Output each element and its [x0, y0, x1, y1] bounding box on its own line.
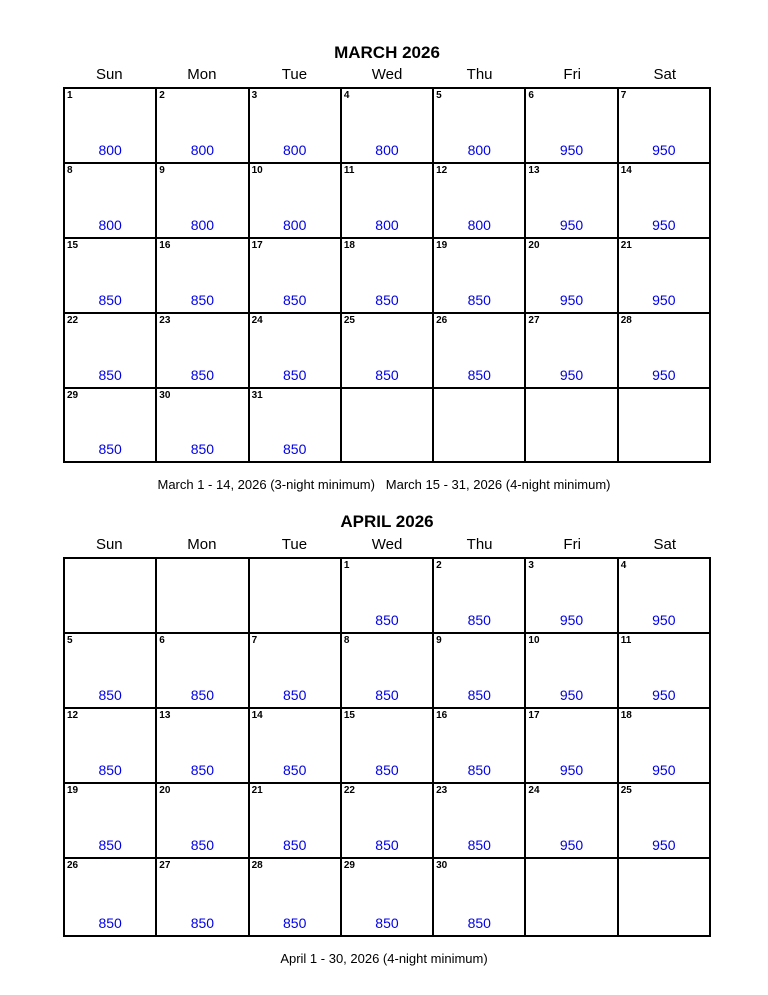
calendar-day-cell — [64, 633, 156, 708]
calendar-day-cell — [433, 558, 525, 633]
empty-day-cell — [156, 558, 248, 633]
day-number: 23 — [159, 315, 171, 326]
nightly-rate: 950 — [652, 142, 676, 158]
calendar-week — [64, 783, 710, 858]
nightly-rate: 850 — [98, 687, 122, 703]
calendar-day-cell — [64, 858, 156, 936]
nightly-rate: 850 — [283, 687, 307, 703]
calendar-day-cell — [64, 238, 156, 313]
day-number: 3 — [528, 560, 534, 571]
calendar-day-cell — [156, 858, 248, 936]
day-number: 8 — [67, 165, 73, 176]
nightly-rate: 800 — [467, 217, 491, 233]
day-number: 15 — [343, 710, 355, 721]
nightly-rate: 850 — [190, 762, 215, 778]
calendar-day-cell — [525, 238, 617, 313]
nightly-rate: 850 — [375, 292, 399, 308]
calendar-day-cell — [341, 313, 433, 388]
nightly-rate: 850 — [190, 441, 215, 457]
calendar-day-cell — [64, 163, 156, 238]
day-number: 12 — [67, 710, 79, 721]
day-number: 21 — [251, 785, 263, 796]
calendar-day-cell — [433, 238, 525, 313]
day-number: 13 — [528, 165, 540, 176]
calendar-day-cell — [433, 88, 525, 163]
calendar-grid — [63, 557, 711, 937]
calendar-day-cell — [525, 633, 617, 708]
nightly-rate: 850 — [375, 367, 399, 383]
day-of-week-label: Mon — [187, 66, 217, 83]
day-number: 7 — [251, 635, 258, 646]
day-number: 10 — [528, 635, 540, 646]
nightly-rate: 850 — [467, 837, 491, 853]
nightly-rate: 950 — [652, 217, 676, 233]
empty-day-cell — [618, 388, 710, 462]
day-number: 12 — [436, 165, 448, 176]
day-number: 22 — [343, 785, 355, 796]
nightly-rate: 850 — [467, 762, 491, 778]
day-number: 16 — [159, 240, 171, 251]
nightly-rate: 850 — [283, 367, 307, 383]
day-number: 9 — [159, 165, 165, 176]
nightly-rate: 850 — [190, 915, 215, 931]
calendar-day-cell — [618, 708, 710, 783]
calendar-day-cell — [156, 163, 248, 238]
calendar-day-cell — [156, 313, 248, 388]
calendar-day-cell — [341, 858, 433, 936]
nightly-rate: 850 — [375, 915, 399, 931]
day-of-week-label: Wed — [371, 66, 403, 83]
day-number: 1 — [343, 560, 350, 571]
nightly-rate: 800 — [375, 142, 399, 158]
nightly-rate: 950 — [652, 687, 676, 703]
nightly-rate: 850 — [190, 837, 215, 853]
calendar-day-cell — [249, 858, 341, 936]
calendar-day-cell — [525, 88, 617, 163]
nightly-rate: 850 — [375, 837, 399, 853]
nightly-rate: 850 — [98, 837, 122, 853]
calendar-week — [64, 558, 710, 633]
day-number: 7 — [620, 90, 627, 101]
day-number: 25 — [343, 315, 355, 326]
nightly-rate: 850 — [467, 612, 491, 628]
nightly-rate: 850 — [283, 837, 307, 853]
calendar-week — [64, 708, 710, 783]
nightly-rate: 950 — [559, 612, 584, 628]
day-number: 11 — [343, 165, 355, 176]
day-of-week-label: Thu — [466, 536, 493, 553]
day-number: 27 — [159, 860, 171, 871]
calendar-day-cell — [249, 163, 341, 238]
calendar-day-cell — [249, 313, 341, 388]
day-of-week-label: Mon — [187, 536, 217, 553]
calendar-day-cell — [525, 783, 617, 858]
day-of-week-label: Sun — [95, 66, 123, 83]
day-number: 29 — [343, 860, 355, 871]
day-number: 23 — [436, 785, 448, 796]
calendar-week — [64, 858, 710, 936]
nightly-rate: 950 — [559, 367, 584, 383]
calendar-day-cell — [341, 558, 433, 633]
day-number: 30 — [159, 390, 171, 401]
day-number: 3 — [251, 90, 258, 101]
day-number: 16 — [436, 710, 448, 721]
calendar-day-cell — [156, 708, 248, 783]
calendar-day-cell — [618, 313, 710, 388]
nightly-rate: 850 — [283, 441, 307, 457]
calendar-day-cell — [249, 88, 341, 163]
calendar-day-cell — [341, 708, 433, 783]
calendar-week — [64, 163, 710, 238]
nightly-rate: 950 — [559, 142, 584, 158]
calendar-grid — [63, 87, 711, 463]
day-of-week-label: Sat — [653, 66, 677, 83]
nightly-rate: 800 — [375, 217, 399, 233]
calendar-week — [64, 88, 710, 163]
nightly-rate: 850 — [98, 762, 122, 778]
calendar-week — [64, 313, 710, 388]
nightly-rate: 850 — [98, 915, 122, 931]
nightly-rate: 800 — [98, 142, 122, 158]
calendar-day-cell — [64, 783, 156, 858]
nightly-rate: 850 — [467, 292, 491, 308]
day-number: 26 — [436, 315, 448, 326]
day-number: 6 — [528, 90, 534, 101]
day-number: 17 — [251, 240, 263, 251]
day-of-week-header — [63, 66, 711, 83]
nightly-rate: 800 — [190, 142, 215, 158]
day-number: 10 — [251, 165, 263, 176]
minimum-stay-note: April 1 - 30, 2026 (4-night minimum) — [280, 951, 488, 966]
day-number: 4 — [620, 560, 627, 571]
nightly-rate: 800 — [467, 142, 491, 158]
calendar-day-cell — [156, 88, 248, 163]
nightly-rate: 800 — [283, 142, 307, 158]
day-number: 8 — [343, 635, 350, 646]
day-number: 20 — [159, 785, 171, 796]
nightly-rate: 950 — [652, 837, 676, 853]
calendar-week — [64, 238, 710, 313]
calendar-day-cell — [341, 633, 433, 708]
day-number: 14 — [251, 710, 263, 721]
day-number: 30 — [436, 860, 448, 871]
day-number: 9 — [436, 635, 442, 646]
nightly-rate: 950 — [652, 612, 676, 628]
nightly-rate: 850 — [190, 292, 215, 308]
calendar-day-cell — [618, 558, 710, 633]
day-number: 15 — [67, 240, 79, 251]
day-of-week-label: Fri — [563, 536, 581, 553]
calendar-day-cell — [249, 783, 341, 858]
calendar-day-cell — [525, 558, 617, 633]
nightly-rate: 800 — [190, 217, 215, 233]
day-of-week-label: Sat — [653, 536, 677, 553]
nightly-rate: 850 — [283, 292, 307, 308]
nightly-rate: 850 — [190, 367, 215, 383]
day-number: 31 — [251, 390, 263, 401]
calendar-day-cell — [618, 163, 710, 238]
day-number: 21 — [620, 240, 632, 251]
day-number: 28 — [620, 315, 632, 326]
calendar-day-cell — [433, 313, 525, 388]
day-of-week-label: Thu — [466, 66, 493, 83]
nightly-rate: 950 — [559, 687, 584, 703]
day-number: 2 — [159, 90, 165, 101]
calendar-day-cell — [249, 388, 341, 462]
calendar-day-cell — [156, 388, 248, 462]
day-number: 1 — [67, 90, 73, 101]
day-number: 29 — [67, 390, 79, 401]
day-of-week-header — [63, 536, 711, 553]
nightly-rate: 950 — [559, 217, 584, 233]
nightly-rate: 850 — [375, 762, 399, 778]
calendar-day-cell — [341, 783, 433, 858]
day-number: 24 — [251, 315, 263, 326]
calendar-day-cell — [341, 88, 433, 163]
day-number: 14 — [620, 165, 632, 176]
calendar-week — [64, 388, 710, 462]
nightly-rate: 950 — [652, 762, 676, 778]
calendar-day-cell — [618, 88, 710, 163]
day-of-week-label: Wed — [371, 536, 403, 553]
calendar-day-cell — [156, 783, 248, 858]
day-number: 27 — [528, 315, 540, 326]
calendar-day-cell — [156, 633, 248, 708]
calendar-day-cell — [433, 858, 525, 936]
nightly-rate: 850 — [375, 612, 399, 628]
day-number: 19 — [67, 785, 79, 796]
day-number: 2 — [436, 560, 442, 571]
day-number: 25 — [620, 785, 632, 796]
nightly-rate: 950 — [559, 292, 584, 308]
calendar-day-cell — [64, 708, 156, 783]
calendar-day-cell — [64, 88, 156, 163]
nightly-rate: 950 — [559, 837, 584, 853]
day-number: 24 — [528, 785, 540, 796]
calendar-day-cell — [341, 238, 433, 313]
nightly-rate: 850 — [283, 915, 307, 931]
nightly-rate: 950 — [652, 292, 676, 308]
nightly-rate: 950 — [652, 367, 676, 383]
day-number: 5 — [67, 635, 73, 646]
calendar-day-cell — [433, 163, 525, 238]
calendar-day-cell — [156, 238, 248, 313]
day-number: 20 — [528, 240, 540, 251]
nightly-rate: 850 — [467, 367, 491, 383]
calendar-day-cell — [64, 313, 156, 388]
calendar-day-cell — [64, 388, 156, 462]
empty-day-cell — [341, 388, 433, 462]
nightly-rate: 850 — [98, 367, 122, 383]
day-number: 11 — [620, 635, 632, 646]
day-number: 19 — [436, 240, 448, 251]
nightly-rate: 850 — [467, 687, 491, 703]
calendar-day-cell — [249, 238, 341, 313]
nightly-rate: 850 — [375, 687, 399, 703]
day-of-week-label: Tue — [281, 66, 308, 83]
nightly-rate: 850 — [190, 687, 215, 703]
calendar-day-cell — [525, 708, 617, 783]
calendar-week — [64, 633, 710, 708]
month-title: APRIL 2026 — [340, 512, 434, 531]
day-number: 22 — [67, 315, 79, 326]
calendar-day-cell — [618, 633, 710, 708]
day-number: 26 — [67, 860, 79, 871]
day-number: 28 — [251, 860, 263, 871]
month-title: MARCH 2026 — [334, 43, 440, 62]
day-of-week-label: Fri — [563, 66, 581, 83]
day-of-week-label: Tue — [281, 536, 308, 553]
day-number: 4 — [343, 90, 350, 101]
calendar-day-cell — [341, 163, 433, 238]
empty-day-cell — [64, 558, 156, 633]
day-number: 13 — [159, 710, 171, 721]
nightly-rate: 850 — [283, 762, 307, 778]
calendar-day-cell — [618, 238, 710, 313]
day-number: 18 — [620, 710, 632, 721]
nightly-rate: 850 — [98, 441, 122, 457]
minimum-stay-note: March 1 - 14, 2026 (3-night minimum) March 15 - 31, 2026 (4-night minimum) — [157, 477, 611, 492]
calendar-day-cell — [249, 708, 341, 783]
nightly-rate: 800 — [98, 217, 122, 233]
day-number: 17 — [528, 710, 540, 721]
calendar-day-cell — [525, 163, 617, 238]
calendar-day-cell — [433, 708, 525, 783]
calendar-day-cell — [525, 313, 617, 388]
empty-day-cell — [525, 388, 617, 462]
calendar-day-cell — [618, 783, 710, 858]
nightly-rate: 800 — [283, 217, 307, 233]
nightly-rate: 850 — [467, 915, 491, 931]
empty-day-cell — [433, 388, 525, 462]
empty-day-cell — [525, 858, 617, 936]
empty-day-cell — [618, 858, 710, 936]
nightly-rate: 850 — [98, 292, 122, 308]
empty-day-cell — [249, 558, 341, 633]
day-number: 5 — [436, 90, 442, 101]
calendar-day-cell — [433, 783, 525, 858]
calendar-day-cell — [249, 633, 341, 708]
day-of-week-label: Sun — [95, 536, 123, 553]
calendar-day-cell — [433, 633, 525, 708]
day-number: 6 — [159, 635, 165, 646]
day-number: 18 — [343, 240, 355, 251]
nightly-rate: 950 — [559, 762, 584, 778]
